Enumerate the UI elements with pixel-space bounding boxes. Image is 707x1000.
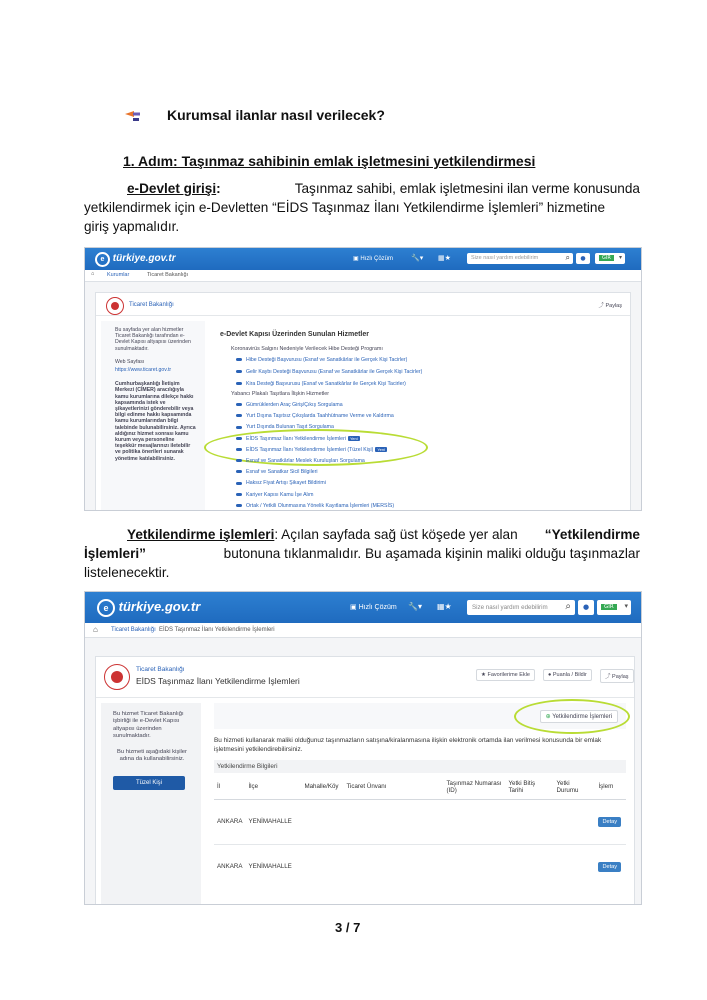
table-row (214, 799, 626, 844)
table-cell (553, 799, 595, 844)
turkiye-gov-logo[interactable]: e türkiye.gov.tr (97, 599, 200, 617)
p2-quote: “Yetkilendirme (544, 527, 640, 542)
top-bar (85, 592, 641, 623)
p1-line1: Taşınmaz sahibi, emlak işletmesini ilan verme konusunda (294, 181, 640, 196)
sidebar (101, 321, 205, 511)
table-title: Yetkilendirme Bilgileri (214, 760, 626, 773)
table-cell (301, 844, 343, 889)
service-link[interactable] (236, 503, 394, 509)
link-icon (236, 370, 242, 373)
rate-label: Puanla / Bildir (552, 672, 587, 678)
screenshot-eids-authorization (84, 591, 642, 905)
service-link[interactable] (236, 424, 334, 430)
service-card (95, 656, 635, 905)
table-cell (505, 799, 553, 844)
service-title: EİDS Taşınmaz İlanı Yetkilendirme İşlemleri (136, 676, 300, 686)
breadcrumb-item[interactable]: Ticaret Bakanlığı (147, 272, 189, 278)
new-badge: Yeni (349, 435, 358, 441)
p1-line3: giriş yapmalıdır. (84, 219, 180, 234)
turkiye-gov-logo[interactable]: e türkiye.gov.tr (95, 252, 176, 267)
page-number: 3 / 7 (335, 920, 361, 935)
website-label: Web Sayfası (115, 358, 145, 365)
home-icon[interactable]: ⌂ (91, 271, 95, 277)
services-card (95, 292, 631, 511)
plus-circle-icon: ⊕ (545, 714, 551, 720)
service-label: Hibe Desteği Başvurusu (Esnaf ve Sanatkârlar ile Gerçek Kişi Tacirler) (246, 357, 408, 363)
step1-title: 1. Adım: Taşınmaz sahibinin emlak işletmesini yetkilendirmesi (123, 153, 536, 169)
home-icon[interactable]: ⌂ (93, 625, 98, 634)
link-icon (236, 403, 242, 406)
user-icon[interactable]: ● (576, 253, 590, 264)
p2-line2: butonuna tıklanmalıdır. Bu aşamada kişinin maliki olduğu taşınmazlar (223, 546, 640, 561)
table-cell: ANKARA (214, 844, 245, 889)
table-cell (443, 799, 505, 844)
p2-line3: listelenecektir. (84, 565, 170, 580)
breadcrumb (85, 623, 641, 638)
search-input[interactable] (467, 600, 575, 615)
institution-name[interactable]: Ticaret Bakanlığı (129, 302, 174, 308)
login-badge: GİR (601, 604, 617, 610)
table-cell (595, 799, 626, 844)
column-header: İlçe (245, 775, 301, 799)
p2-quote2: İşlemleri” (84, 546, 146, 561)
table-cell: ANKARA (214, 799, 245, 844)
service-label: Gümrüklerden Araç Giriş/Çıkış Sorgulama (246, 402, 343, 408)
share-button[interactable]: ⤴ Paylaş (600, 669, 634, 683)
service-label: Esnaf ve Sanatkar Sicil Bilgileri (246, 469, 318, 476)
service-label: Gelir Kaybı Desteği Başvurusu (Esnaf ve Sanatkârlar ile Gerçek Kişi Tacirler) (246, 369, 423, 375)
subgroup-title: Yabancı Plakalı Taşıtlara İlişkin Hizmetler (231, 391, 330, 397)
table-cell (301, 799, 343, 844)
sidebar (101, 703, 201, 905)
table-cell: YENİMAHALLE (245, 844, 301, 889)
service-label: Haksız Fiyat Artışı Şikayet Bildirimi (246, 480, 326, 487)
column-header: İşlem (595, 775, 626, 799)
link-icon (236, 448, 242, 451)
search-placeholder: Size nasıl yardım edebilirim (472, 604, 548, 611)
link-icon (236, 426, 242, 429)
section-title: Kurumsal ilanlar nasıl verilecek? (167, 107, 385, 123)
quick-solution-link[interactable]: ▣ Hızlı Çözüm (350, 604, 397, 611)
breadcrumb (85, 270, 641, 282)
ministry-seal-icon (106, 297, 124, 315)
column-header: Mahalle/Köy (301, 775, 343, 799)
service-link[interactable] (236, 436, 360, 442)
table-row (214, 844, 626, 889)
p2-line1: : Açılan sayfada sağ üst köşede yer alan (274, 527, 518, 542)
rate-button[interactable]: ● Puanla / Bildir (543, 669, 592, 681)
chevron-down-icon: ▾ (624, 602, 628, 610)
table-cell (553, 844, 595, 889)
service-link[interactable] (236, 480, 326, 486)
breadcrumb-item[interactable]: Ticaret Bakanlığı (111, 627, 156, 633)
service-label: EİDS Taşınmaz İlanı Yetkilendirme İşlemleri (Tüzel Kişi) (246, 446, 374, 453)
link-icon (236, 382, 242, 385)
service-description: Bu hizmeti kullanarak maliki olduğunuz taşınmazların satışına/kiralanmasına ilişkin elektronik ortamda ilan verilmesi konusunda bir emlak işletmesini yetkilendirebilirsiniz. (214, 737, 602, 753)
search-input[interactable] (467, 253, 573, 264)
service-label: Yurt Dışında Bulunan Taşıt Sorgulama (246, 424, 334, 431)
service-label: EİDS Taşınmaz İlanı Yetkilendirme İşlemleri (246, 435, 346, 442)
search-placeholder: Size nasıl yardım edebilirim (471, 255, 539, 261)
service-link[interactable] (236, 357, 407, 363)
authorization-table (214, 775, 626, 889)
institution-name[interactable]: Ticaret Bakanlığı (136, 666, 185, 673)
table-cell (595, 844, 626, 889)
link-icon (236, 493, 242, 496)
table-header-row (214, 775, 626, 799)
authorize-label: Yetkilendirme İşlemleri (552, 714, 612, 720)
logo-text: türkiye.gov.tr (112, 253, 176, 264)
service-link[interactable] (236, 413, 394, 419)
sidebar-people: Bu hizmeti aşağıdaki kişiler adına da kullanabilirsiniz. (117, 749, 187, 763)
quick-solution-link[interactable]: ▣ Hızlı Çözüm (353, 256, 394, 262)
service-link[interactable] (236, 447, 387, 453)
share-label: Paylaş (605, 303, 622, 309)
top-bar (85, 248, 641, 270)
link-icon (236, 482, 242, 485)
search-icon[interactable]: ⌕ (565, 601, 571, 612)
apps-icon[interactable]: ▦★ (437, 602, 452, 611)
link-icon (236, 470, 242, 473)
subgroup-title: Koronavirüs Salgını Nedeniyle Verilecek Hibe Desteği Programı (231, 346, 383, 352)
service-link[interactable] (236, 458, 365, 464)
pointer-bullet-icon (124, 106, 142, 122)
login-badge: GİR (599, 255, 614, 261)
service-link[interactable] (236, 369, 422, 375)
service-label: Kariyer Kapısı Kamu İşe Alım (246, 491, 314, 498)
table-cell (343, 844, 443, 889)
edevlet-label: e-Devlet girişi (127, 181, 217, 196)
detail-button[interactable]: Detay (598, 817, 621, 827)
ministry-seal-icon (104, 664, 130, 690)
favorites-label: Favorilerime Ekle (487, 672, 530, 678)
paragraph-edevlet (84, 179, 640, 236)
service-label: Ortak / Yetkili Olunmasına Yönelik Kayıtlama İşlemleri (MERSİS) (246, 502, 395, 509)
highlight-ellipse (514, 699, 630, 734)
column-header: Taşınmaz Numarası (ID) (443, 775, 505, 799)
table-cell (505, 844, 553, 889)
legal-person-button[interactable]: Tüzel Kişi (113, 776, 185, 790)
service-label: Yurt Dışına Taşıtsız Çıkışlarda Taahhütname Verme ve Kaldırma (246, 413, 394, 420)
share-button[interactable]: ⤴ Paylaş (598, 303, 622, 309)
paragraph-authorization (84, 525, 640, 582)
new-badge: Yeni (377, 446, 385, 452)
breadcrumb-item[interactable]: EİDS Taşınmaz İlanı Yetkilendirme İşlemleri (159, 627, 275, 633)
cimer-text: Cumhurbaşkanlığı İletişim Merkezi (CİMER) aracılığıyla kamu kurumlarına dilekçe hakkı kapsamında istek ve şikayetlerinizi gönderebilir veya bilgi edinme hakkı kapsamında kamu kurumlarından bilgi talebinde bulunabilirsiniz. Ayrıca aldığınız hizmet sonrası kamu kurum veya personeline teşekkür mesajlarınızı iletebilir ve politika önerileri sunarak yönetime katılabilirsiniz. (115, 381, 196, 462)
login-button[interactable] (597, 600, 631, 615)
service-label: Kira Desteği Başvurusu (Esnaf ve Sanatkârlar ile Gerçek Kişi Tacirler) (246, 381, 406, 387)
favorites-button[interactable]: ★ Favorilerime Ekle (476, 669, 535, 681)
table-cell (343, 799, 443, 844)
service-link[interactable] (236, 469, 318, 475)
service-link[interactable] (236, 402, 343, 408)
p1-line2: yetkilendirmek için e-Devletten “EİDS Taşınmaz İlanı Yetkilendirme İşlemleri” hizmetine (84, 200, 606, 215)
share-label: Paylaş (612, 674, 629, 680)
link-icon (236, 459, 242, 462)
chevron-down-icon: ▾ (618, 254, 622, 261)
column-header: Yetki Durumu (553, 775, 595, 799)
table-cell (443, 844, 505, 889)
tools-icon[interactable]: 🔧▾ (411, 254, 424, 262)
service-link[interactable] (236, 381, 406, 387)
login-button[interactable] (595, 253, 625, 264)
service-link[interactable] (236, 492, 313, 498)
link-icon (236, 437, 242, 440)
link-icon (236, 358, 242, 361)
apps-icon[interactable]: ▦★ (438, 254, 451, 262)
user-icon[interactable]: ● (578, 600, 594, 615)
services-title: e-Devlet Kapısı Üzerinden Sunulan Hizmetler (220, 331, 369, 338)
colon: : (216, 181, 221, 196)
screenshot-edevlet-services (84, 247, 642, 511)
link-icon (236, 504, 242, 507)
column-header: İl (214, 775, 245, 799)
column-header: Yetki Bitiş Tarihi (505, 775, 553, 799)
service-label: Esnaf ve Sanatkârlar Meslek Kuruluşları Sorgulama (246, 458, 365, 464)
sidebar-intro: Bu hizmet Ticaret Bakanlığı işbirliği ile e-Devlet Kapısı altyapısı üzerinden sunulmaktadır. (113, 711, 184, 739)
quick-solution-label: Hızlı Çözüm (360, 256, 394, 262)
logo-text: türkiye.gov.tr (118, 599, 201, 614)
quick-solution-label: Hızlı Çözüm (358, 604, 397, 611)
detail-button[interactable]: Detay (598, 862, 621, 872)
tools-icon[interactable]: 🔧▾ (408, 602, 422, 611)
sidebar-intro: Bu sayfada yer alan hizmetler Ticaret Bakanlığı tarafından e-Devlet Kapısı altyapısı üzerinden sunulmaktadır. (115, 327, 191, 352)
search-icon[interactable]: ⌕ (565, 253, 570, 262)
table-cell: YENİMAHALLE (245, 799, 301, 844)
website-link[interactable]: https://www.ticaret.gov.tr (115, 367, 172, 374)
column-header: Ticaret Ünvanı (343, 775, 443, 799)
breadcrumb-item[interactable]: Kurumlar (107, 272, 130, 278)
link-icon (236, 414, 242, 417)
authorization-label: Yetkilendirme işlemleri (127, 527, 275, 542)
